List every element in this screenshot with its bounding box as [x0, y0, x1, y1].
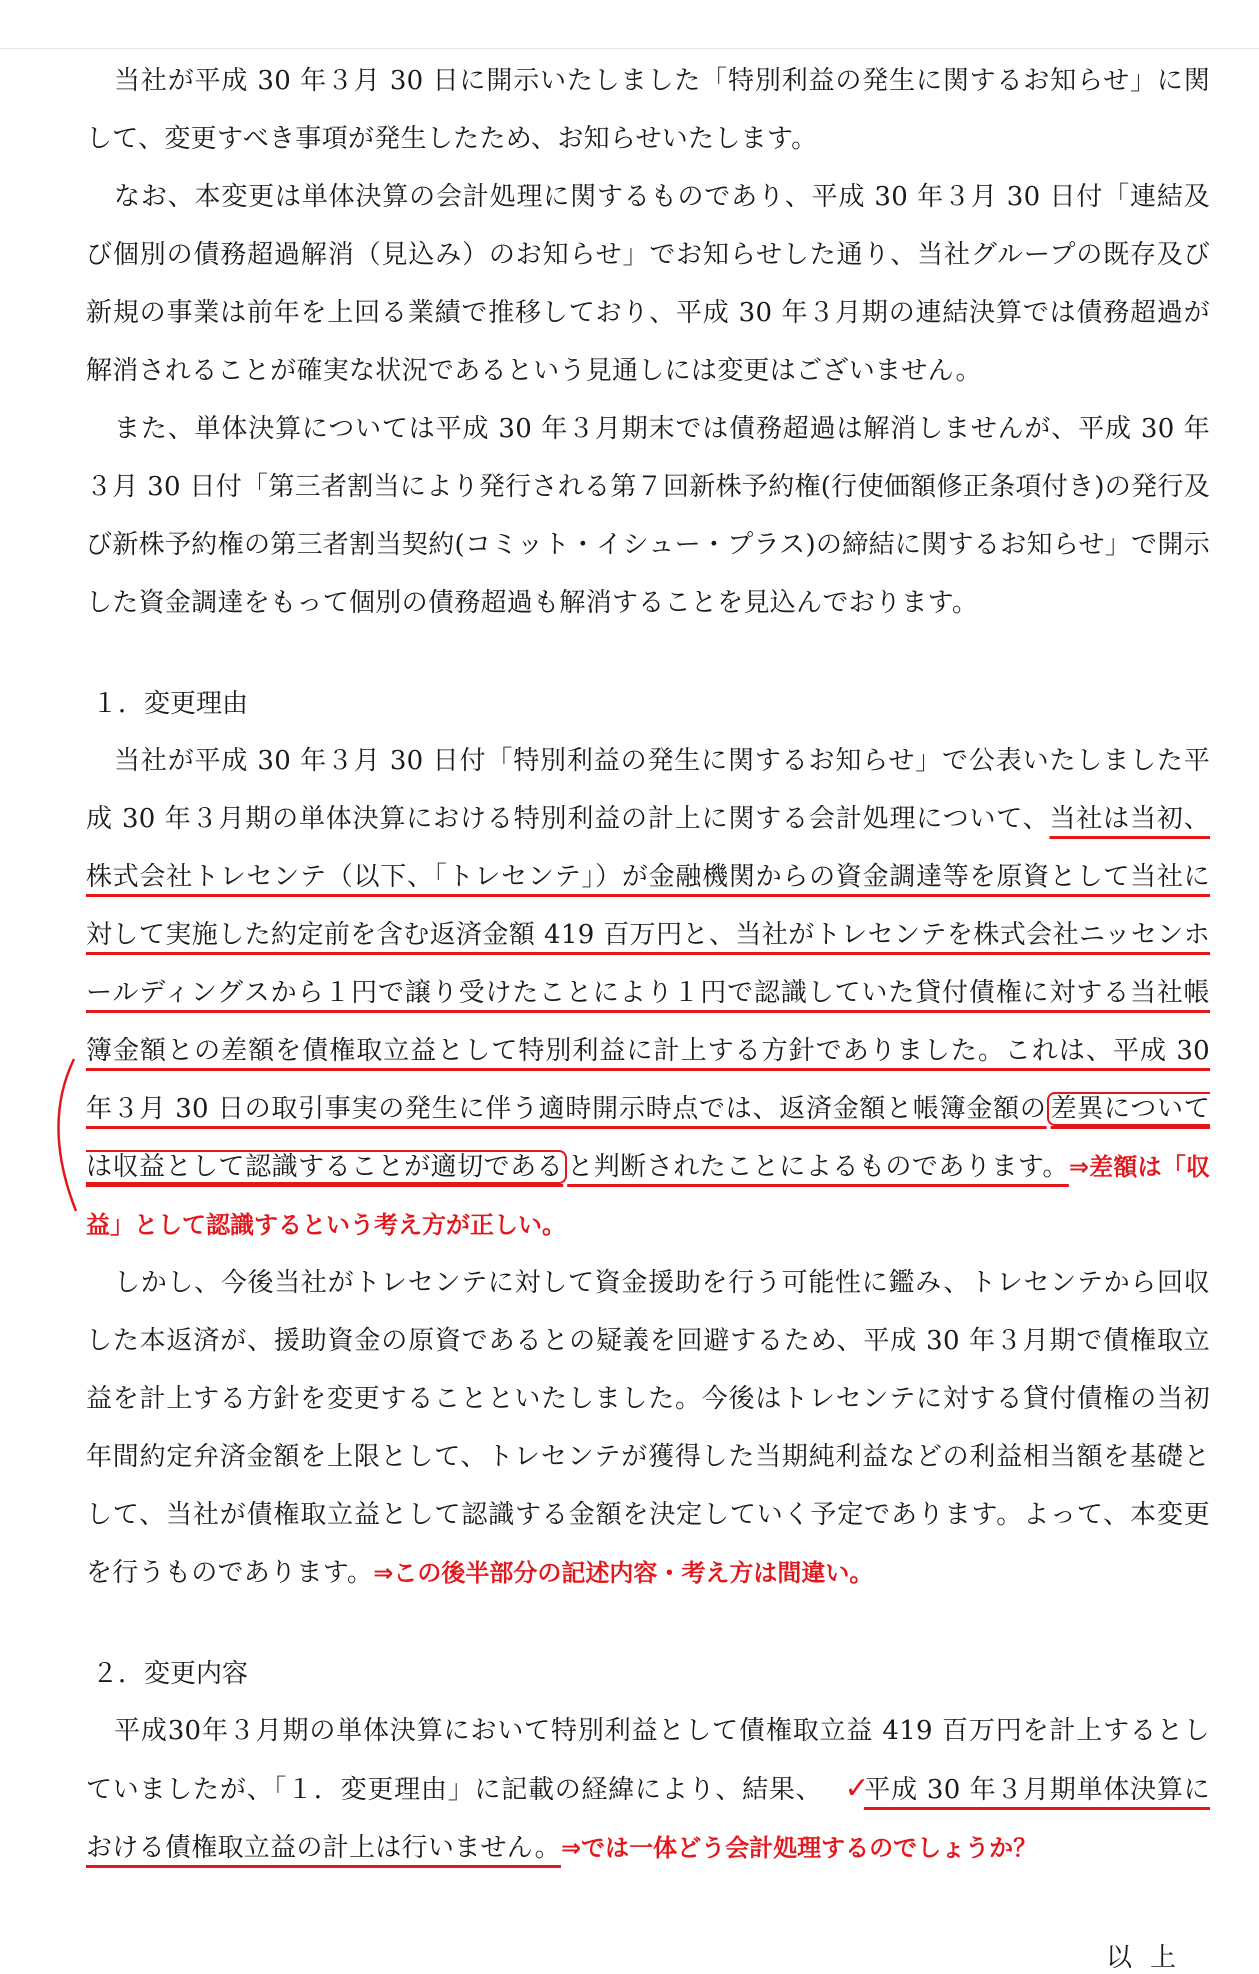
annotation-correct: ⇒差額は「収益」として認識するという考え方が正しい。 [86, 1153, 1211, 1239]
section-2-heading: ２．変更内容 [92, 1659, 249, 1689]
document-page [86, 52, 1210, 1974]
margin-bracket-icon [40, 1055, 80, 1215]
section-1-paragraph-1 [86, 732, 1210, 1254]
underlined-conclusion: 平成 30 年３月期単体決算における債権取立益の計上は行いません。 [86, 1775, 1210, 1863]
section-1-heading: １．変更理由 [92, 689, 249, 719]
closing-text: 以上 [1105, 1943, 1194, 1973]
intro-paragraph-1: 当社が平成 30 年３月 30 日に開示いたしました「特別利益の発生に関するお知らせ」に関して、変更すべき事項が発生したため、お知らせいたします。 [86, 66, 1210, 154]
underlined-text: 当社は当初、株式会社トレセンテ（以下、「トレセンテ」）が金融機関からの資金調達等を原資として当社に対して実施した約定前を含む返済金額 419 百万円と、当社がトレセンテを株式会社ニッセンホールディングスから１円で譲り受けたことにより１円で認識していた貸付債権に対する当社帳簿金額との差額を債権取立益として特別利益に計上する方針でありました。これは、平成 30 年３月 30 日の取引事実の発生に伴う適時開示時点では、返済金額と帳簿金額の 差異については収益として認識することが適切である と判断されたことによるものであります。 [86, 804, 1211, 1182]
top-border [0, 48, 1259, 49]
section-1-paragraph-2: しかし、今後当社がトレセンテに対して資金援助を行う可能性に鑑み、トレセンテから回収した本返済が、援助資金の原資であるとの疑義を回避するため、平成 30 年３月期で債権取立益を計上する方針を変更することといたしました。今後はトレセンテに対する貸付債権の当初年間約定弁済金額を上限として、トレセンテが獲得した当期純利益などの利益相当額を基礎として、当社が債権取立益として認識する金額を決定していく予定であります。よって、本変更を行うものであります。⇒この後半部分の記述内容・考え方は間違い。 [86, 1268, 1210, 1588]
annotation-question: ⇒では一体どう会計処理するのでしょうか？ [560, 1834, 1038, 1862]
section-1-text-start: 当社が平成 30 年３月 30 日付「特別利益の発生に関するお知らせ」で公表いたしました平成 30 年３月期の単体決算における特別利益の計上に関する会計処理について、 [86, 746, 1210, 834]
check-mark-icon: ✓ [844, 1771, 870, 1806]
annotation-wrong: ⇒この後半部分の記述内容・考え方は間違い。 [373, 1559, 874, 1587]
section-2-paragraph-1: 平成30年３月期の単体決算において特別利益として債権取立益 419 百万円を計上するとしていましたが、「１．変更理由」に記載の経緯により、結果、 ✓平成 30 年３月期単体決算における債権取立益の計上は行いません。⇒では一体どう会計処理するのでしょうか？ [86, 1716, 1210, 1863]
boxed-text: 差異については収益として認識することが適切である [86, 1094, 1211, 1182]
intro-paragraph-3: また、単体決算については平成 30 年３月期末では債務超過は解消しませんが、平成 30 年３月 30 日付「第三者割当により発行される第７回新株予約権(行使価額修正条項付き)の発行及び新株予約権の第三者割当契約(コミット・イシュー・プラス)の締結に関するお知らせ」で開示した資金調達をもって個別の債務超過も解消することを見込んでおります。 [86, 414, 1210, 618]
intro-paragraph-2: なお、本変更は単体決算の会計処理に関するものであり、平成 30 年３月 30 日付「連結及び個別の債務超過解消（見込み）のお知らせ」でお知らせした通り、当社グループの既存及び新規の事業は前年を上回る業績で推移しており、平成 30 年３月期の連結決算では債務超過が解消されることが確実な状況であるという見通しには変更はございません。 [86, 182, 1210, 386]
